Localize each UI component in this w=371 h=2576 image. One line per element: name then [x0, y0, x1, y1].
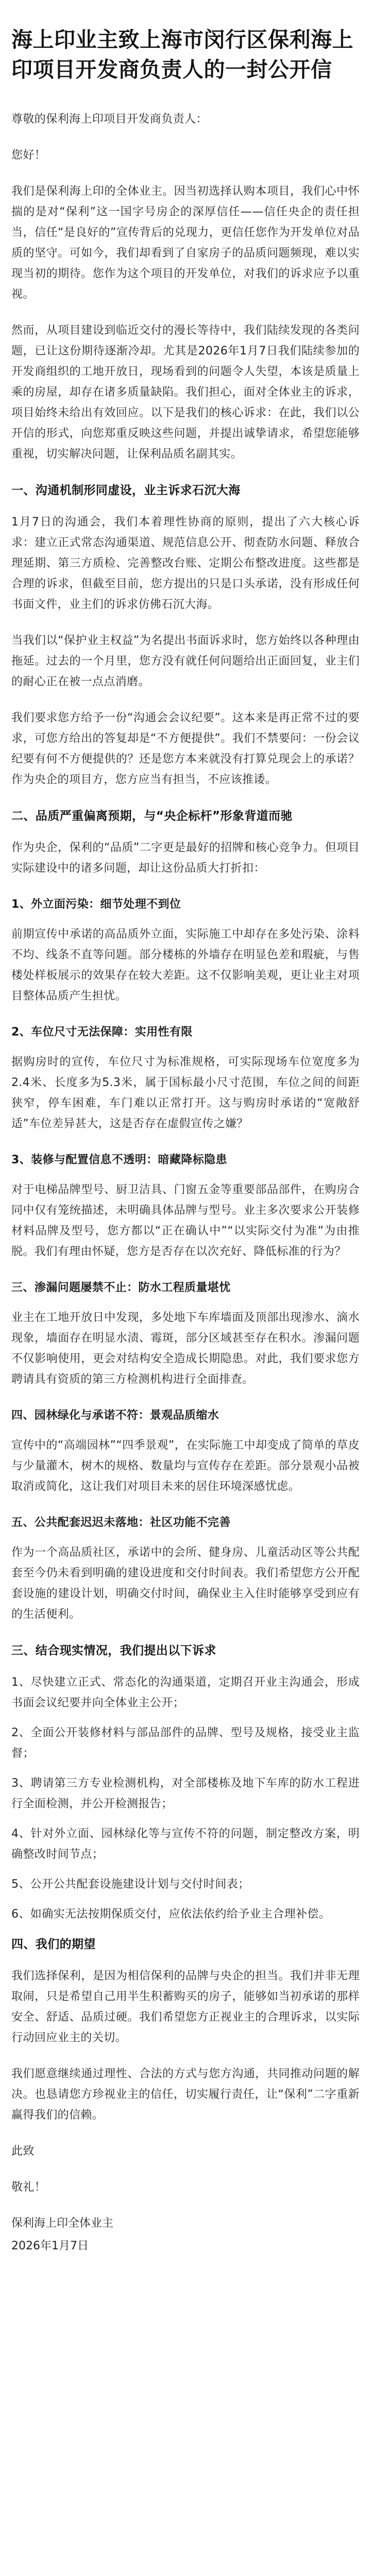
paragraph: 我们是保利海上印的全体业主。因当初选择认购本项目，我们心中怀揣的是对“保利”这一国字号房企的深厚信任——信任央企的责任担当，信任“是良好的”宣传背后的兑现力，更信任您作为开发单位对品质的坚守。可如今，我们却看到了自家房子的品质问题频现，难以实现当初的期待。您作为这个项目的开发单位，对我们的诉求应予以重视。: [11, 185, 360, 301]
section-heading: 一、沟通机制形同虚设，业主诉求石沉大海: [11, 484, 241, 497]
paragraph: 对于电梯品牌型号、厨卫洁具、门窗五金等重要部品部件，在购房合同中仅有笼统描述，未明确具体品牌与型号。业主多次要求公开装修材料品牌及型号，您方都以“正在确认中”“以实际交付为准”为由推脱。我们有理由怀疑，您方是否存在以次充好、降低标准的行为？: [11, 1183, 360, 1258]
paragraph: 此致: [11, 2145, 35, 2158]
signature: 保利海上印全体业主: [11, 2217, 114, 2230]
paragraph: 1月7日的沟通会，我们本着理性协商的原则，提出了六大核心诉求：建立正式常态沟通渠道、规范信息公开、彻查防水问题、释放合理延期、第三方质检、完善整改台账、定期公布整改进度。这些都是合理的诉求，但截至目前，您方提出的只是口头承诺，没有形成任何书面文件，业主们的诉求仿佛石沉大海。: [11, 516, 360, 611]
numbered-item: 5、公开公共配套设施建设计划与交付时间表；: [11, 1878, 250, 1891]
paragraph: 作为一个高品质社区，承诺中的会所、健身房、儿童活动区等公共配套至今仍未看到明确的建设进度和交付时间表。我们希望您方公开配套设施的建设计划，明确交付时间，确保业主入住时能够享受到应有的生活便利。: [11, 1546, 360, 1621]
paragraph: 我们选择保利，是因为相信保利的品牌与央企的担当。我们并非无理取闹，只是希望自己用半生积蓄购买的房子，能够如当初承诺的那样安全、舒适、品质过硬。我们希望您方正视业主的合理诉求，以实际行动回应业主的关切。: [11, 1970, 360, 2044]
paragraph: 据购房时的宣传，车位尺寸为标准规格，可实际现场车位宽度多为2.4米、长度多为5.3米，属于国标最小尺寸范围，车位之间的间距狭窄，停车困难，车门难以正常打开。这与购房时承诺的“宽敞舒适”车位差异甚大，这是否存在虚假宣传之嫌？: [11, 1056, 360, 1130]
paragraph: 我们愿意继续通过理性、合法的方式与您方沟通，共同推动问题的解决。也恳请您方珍视业主的信任，切实履行责任，让“保利”二字重新赢得我们的信赖。: [11, 2067, 360, 2122]
subsection-heading: 三、渗漏问题屡禁不止：防水工程质量堪忧: [11, 1281, 231, 1294]
paragraph: 前期宣传中承诺的高品质外立面，实际施工中却存在多处污染、涂料不均、线条不直等问题。部分楼栋的外墙存在明显色差和瑕疵，与售楼处样板展示的效果存在较大差距。这不仅影响美观，更让业主对项目整体品质产生担忧。: [11, 928, 360, 1003]
subsection-heading: 四、园林绿化与承诺不符：景观品质缩水: [11, 1409, 220, 1422]
section-heading: 四、我们的期望: [11, 1938, 96, 1951]
paragraph: 业主在工地开放日中发现，多处地下车库墙面及顶部出现渗水、滴水现象，墙面存在明显水渍、霉斑，部分区域甚至存在积水。渗漏问题不仅影响使用，更会对结构安全造成长期隐患。对此，我们要求您方聘请具有资质的第三方检测机构进行全面排查。: [11, 1311, 360, 1386]
numbered-item: 1、尽快建立正式、常态化的沟通渠道，定期召开业主沟通会，形成书面会议纪要并向全体业主公开；: [11, 1676, 360, 1709]
salutation: 尊敬的保利海上印项目开发商负责人：: [11, 113, 208, 126]
paragraph: 然而，从项目建设到临近交付的漫长等待中，我们陆续发现的各类问题，已让这份期待逐渐冷却。尤其是2026年1月7日我们陆续参加的开发商组织的工地开放日，现场看到的问题令人失望，本该是质量上乘的房屋，却存在诸多质量缺陷。我们担心，面对全体业主的诉求，项目始终未给出有效回应。以下是我们的核心诉求：在此，我们以公开信的形式，向您郑重反映这些问题，并提出诚挚请求，希望您能够重视，切实解决问题，让保利品质名副其实。: [11, 324, 360, 461]
paragraph: 当我们以“保护业主权益”为名提出书面诉求时，您方始终以各种理由拖延。过去的一个月里，您方没有就任何问题给出正面回复，业主们的耐心正在被一点点消磨。: [11, 634, 360, 688]
numbered-item: 3、聘请第三方专业检测机构，对全部楼栋及地下车库的防水工程进行全面检测，并公开检测报告；: [11, 1777, 360, 1810]
date: 2026年1月7日: [11, 2240, 89, 2252]
section-heading: 二、品质严重偏离预期，与“央企标杆”形象背道而驰: [11, 809, 293, 823]
subsection-heading: 2、车位尺寸无法保障：实用性有限: [11, 1026, 193, 1039]
subsection-heading: 五、公共配套迟迟未落地：社区功能不完善: [11, 1516, 231, 1529]
numbered-item: 6、如确实无法按期保质交付，应依法依约给予业主合理补偿。: [11, 1908, 331, 1921]
paragraph: 我们要求您方给予一份“沟通会会议纪要”。这本来是再正常不过的要求，可您方给出的答复却是“不方便提供”。我们不禁要问：一份会议纪要有何不方便提供的？还是您方本来就没有打算兑现会上的承诺？作为央企的项目方，您方应当有担当，不应该推诿。: [11, 711, 360, 786]
subsection-heading: 1、外立面污染：细节处理不到位: [11, 898, 181, 911]
article-body: [11, 109, 360, 2198]
section-heading: 三、结合现实情况，我们提出以下诉求: [11, 1644, 216, 1657]
paragraph: 敬礼！: [11, 2181, 46, 2194]
numbered-item: 4、针对外立面、园林绿化等与宣传不符的问题，制定整改方案，明确整改时间节点；: [11, 1827, 360, 1861]
paragraph: 您好！: [11, 149, 46, 162]
subsection-heading: 3、装修与配置信息不透明：暗藏降标隐患: [11, 1154, 227, 1166]
numbered-item: 2、全面公开装修材料与部品部件的品牌、型号及规格，接受业主监督；: [11, 1726, 360, 1760]
paragraph: 作为央企，保利的“品质”二字更是最好的招牌和核心竞争力。但项目实际建设中的诸多问题，却让这份品质大打折扣：: [11, 841, 360, 875]
paragraph: 宣传中的“高端园林”“四季景观”，在实际施工中却变成了简单的草皮与少量灌木，树木的规格、数量均与宣传存在差距。部分景观小品被取消或简化，这让我们对项目未来的居住环境深感忧虑。: [11, 1439, 360, 1493]
article-title: 海上印业主致上海市闵行区保利海上印项目开发商负责人的一封公开信: [11, 27, 353, 82]
